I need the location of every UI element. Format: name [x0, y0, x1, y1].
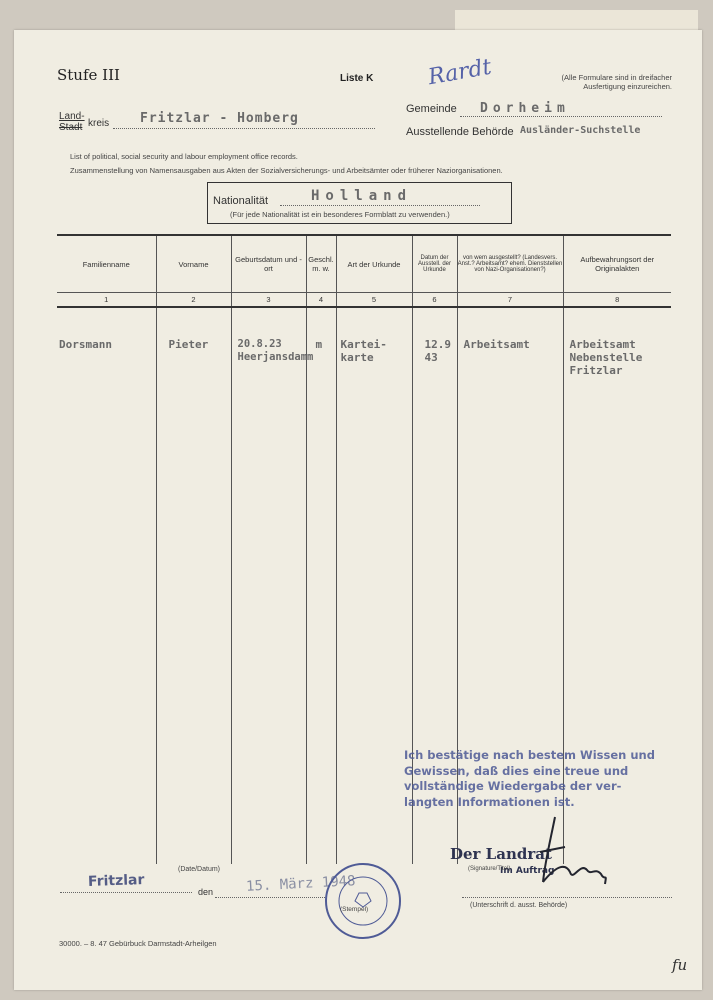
- corner-handwritten-mark: fu: [672, 956, 688, 974]
- im-auftrag-stamp: Im Auftrag: [500, 866, 555, 876]
- nationality-box: [207, 182, 512, 224]
- date-label: (Date/Datum): [178, 866, 221, 873]
- note-line-2: Ausfertigung einzureichen.: [583, 82, 672, 91]
- handwritten-mark: Rardt: [426, 54, 494, 91]
- col-header-geburtsdatum: Geburtsdatum und -ort: [231, 235, 306, 293]
- cell-geschlecht: m: [315, 338, 323, 351]
- certification-line-4: langten Informationen ist.: [404, 794, 575, 809]
- cell-datum: 12.9 43: [424, 338, 451, 364]
- col-header-aufbewahrungsort: Aufbewahrungsort der Originalakten: [563, 235, 671, 293]
- handwritten-signature: [535, 812, 610, 892]
- landkreis-label-top: Land-: [59, 111, 85, 122]
- col-header-geschlecht: Geschl. m. w.: [306, 235, 336, 293]
- col-number: 8: [563, 293, 671, 308]
- date-line: [215, 897, 325, 898]
- certification-line-2: Gewissen, daß dies eine treue und: [404, 763, 629, 778]
- landkreis-value: Fritzlar - Homberg: [140, 111, 299, 126]
- place-stamp: Fritzlar: [87, 872, 145, 890]
- signature-label: (Unterschrift d. ausst. Behörde): [470, 902, 568, 909]
- cell-geburtsdatum: 20.8.23 Heerjansdamm: [237, 338, 314, 363]
- landkreis-line: [113, 128, 375, 129]
- certification-stamp: [404, 748, 655, 810]
- nationality-hint: (Für jede Nationalität ist ein besonderes Formblatt zu verwenden.): [230, 210, 450, 219]
- col-header-vorname: Vorname: [156, 235, 231, 293]
- intro-english: List of political, social security and labour employment office records.: [70, 152, 298, 161]
- nationality-value: Holland: [311, 188, 413, 204]
- col-number: 3: [231, 293, 306, 308]
- nationality-label: Nationalität: [213, 195, 269, 207]
- date-stamp: 15. März 1948: [245, 873, 356, 895]
- cell-aussteller: Arbeitsamt: [463, 338, 530, 351]
- col-number: 7: [457, 293, 563, 308]
- col-header-aussteller: von wem ausgestellt? (Landesvers. Anst.? Arbeitsamt? ehem. Dienststellen von Nazi-Organisationen?): [457, 235, 563, 293]
- liste-label: Liste K: [340, 73, 374, 84]
- landkreis-label: [59, 111, 85, 133]
- col-header-familienname: Familienname: [57, 235, 156, 293]
- table-number-row: [57, 293, 671, 308]
- printer-note: 30000. – 8. 47 Gebürbuck Darmstadt-Arheilgen: [59, 939, 217, 948]
- signature-line: [462, 897, 672, 898]
- intro-german: Zusammenstellung von Namensausgaben aus Akten der Sozialversicherungs- und Arbeitsämter oder früherer Naziorganisationen.: [70, 166, 503, 175]
- signature-title-label: (Signature/Titel): [468, 866, 511, 872]
- col-header-datum: Datum der Ausstell. der Urkunde: [412, 235, 457, 293]
- stufe-label: Stufe III: [57, 66, 120, 84]
- stempel-label: (Stempel): [340, 906, 369, 913]
- table-header-row: [57, 235, 671, 293]
- col-header-urkunde: Art der Urkunde: [336, 235, 412, 293]
- col-number: 2: [156, 293, 231, 308]
- gemeinde-label: Gemeinde: [406, 103, 457, 115]
- col-number: 1: [57, 293, 156, 308]
- place-line: [60, 892, 192, 893]
- cell-vorname: Pieter: [168, 338, 209, 351]
- certification-line-1: Ich bestätige nach bestem Wissen und: [404, 748, 655, 762]
- behoerde-label: Ausstellende Behörde: [406, 126, 514, 138]
- gemeinde-line: [460, 116, 662, 117]
- gemeinde-value: Dorheim: [480, 101, 570, 116]
- nationality-line: [280, 205, 480, 206]
- official-seal: [322, 860, 404, 942]
- note-line-1: (Alle Formulare sind in dreifacher: [561, 73, 672, 82]
- col-number: 5: [336, 293, 412, 308]
- cell-aufbewahrungsort: Arbeitsamt Nebenstelle Fritzlar: [569, 338, 643, 377]
- col-number: 6: [412, 293, 457, 308]
- den-label: den: [198, 887, 214, 897]
- cell-familienname: Dorsmann: [59, 338, 112, 351]
- behoerde-value: Ausländer-Suchstelle: [520, 125, 641, 136]
- formulare-note: [532, 73, 672, 91]
- cell-urkunde: Kartei- karte: [340, 338, 387, 364]
- certification-line-3: vollständige Wiedergabe der ver-: [404, 779, 622, 793]
- landrat-stamp: Der Landrat: [450, 845, 552, 863]
- col-number: 4: [306, 293, 336, 308]
- landkreis-label-bottom: Stadt: [59, 122, 83, 133]
- landkreis-suffix: kreis: [88, 118, 110, 129]
